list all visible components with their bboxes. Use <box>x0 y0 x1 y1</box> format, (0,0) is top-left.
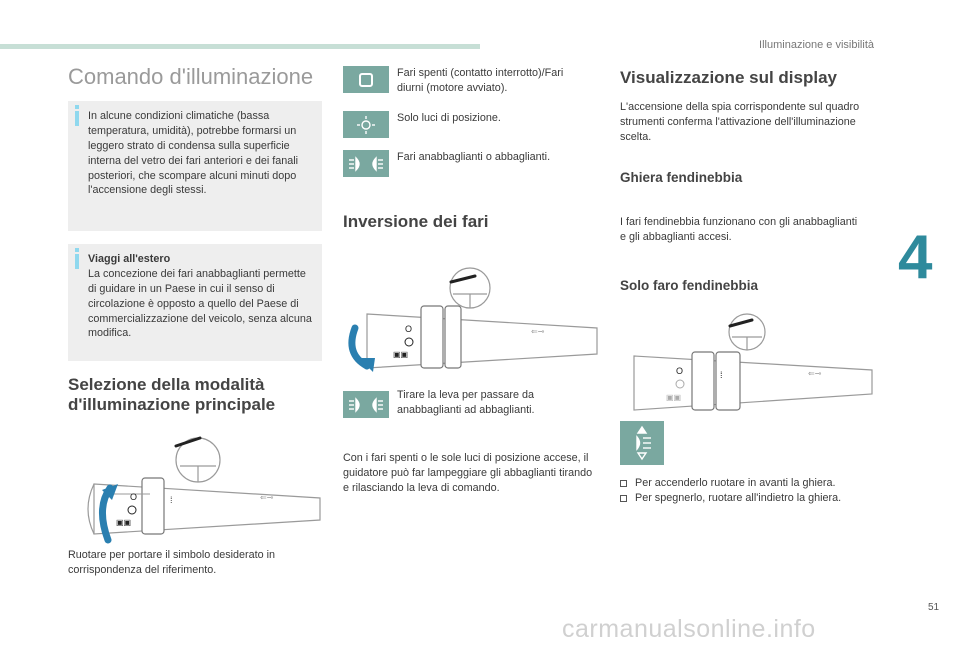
svg-text:⁞: ⁞ <box>720 370 723 380</box>
page-title: Comando d'illuminazione <box>68 64 314 89</box>
checkbox-icon <box>620 495 627 502</box>
list-item <box>620 491 870 506</box>
lighting-stalk-illustration <box>80 428 325 546</box>
info-icon <box>75 254 79 269</box>
headlights-icon <box>343 150 389 177</box>
info-box-condensation <box>68 101 322 231</box>
svg-text:▣▣: ▣▣ <box>116 518 132 527</box>
heading-fog-only: Solo faro fendinebbia <box>620 278 759 293</box>
svg-text:O: O <box>676 366 684 376</box>
info-title: Viaggi all'estero <box>88 253 171 265</box>
paragraph-flash: Con i fari spenti o le sole luci di posizione accese, il guidatore può far lampeggiare gli abbaglianti tirando e rilasciando la leva di comando. <box>343 452 593 494</box>
info-box-travel <box>68 244 322 361</box>
chapter-number: 4 <box>898 223 933 292</box>
fog-bullets <box>620 476 870 506</box>
svg-text:⇐⊸: ⇐⊸ <box>531 327 545 336</box>
info-text: La concezione dei fari anabbaglianti permette di guidare in un Paese in cui il senso di circolazione è opposto a quello del Paese di commercializzazione del veicolo, senza alcuna modifica. <box>88 267 312 340</box>
info-text: In alcune condizioni climatiche (bassa temperatura, umidità), potrebbe formarsi un leggero strato di condensa sulla superficie interna del vetro dei fari anteriori e dei fanali posteriori, che scompare alcuni minuti dopo l'accensione degli stessi. <box>88 110 299 197</box>
headlights-icon <box>343 391 389 418</box>
svg-text:▣▣: ▣▣ <box>393 350 409 359</box>
front-fog-lamp-icon <box>620 421 664 465</box>
symbol-text-position: Solo luci di posizione. <box>397 112 501 124</box>
fog-ring-illustration <box>622 310 874 416</box>
bullet-text: Per spegnerlo, ruotare all'indietro la ghiera. <box>635 491 842 504</box>
watermark: carmanualsonline.info <box>562 615 816 643</box>
symbol-text-flash: Tirare la leva per passare da anabbaglianti ad abbaglianti. <box>397 389 535 416</box>
info-icon <box>75 111 79 126</box>
svg-text:⇐⊸: ⇐⊸ <box>260 493 274 502</box>
svg-text:O: O <box>405 324 413 334</box>
stalk-pull-illustration <box>345 262 600 374</box>
svg-text:O: O <box>130 492 138 502</box>
symbol-text-off: Fari spenti (contatto interrotto)/Fari diurni (motore avviato). <box>397 67 564 94</box>
section-title: Illuminazione e visibilità <box>759 39 874 51</box>
svg-text:⁞: ⁞ <box>170 495 173 505</box>
bullet-text: Per accenderlo ruotare in avanti la ghiera. <box>635 477 836 489</box>
heading-main-selection: Selezione della modalità d'illuminazione principale <box>68 375 276 415</box>
page-number: 51 <box>928 602 940 613</box>
svg-text:⇐⊸: ⇐⊸ <box>808 369 822 378</box>
header-bar <box>0 44 480 49</box>
heading-display: Visualizzazione sul display <box>620 68 837 87</box>
display-intro: L'accensione della spia corrispondente sul quadro strumenti conferma l'attivazione dell'illuminazione scelta. <box>620 101 860 143</box>
heading-fog-ring: Ghiera fendinebbia <box>620 170 743 185</box>
symbol-text-headlights: Fari anabbaglianti o abbaglianti. <box>397 151 551 163</box>
list-item <box>620 476 870 491</box>
position-lights-icon <box>343 111 389 138</box>
fog-ring-text: I fari fendinebbia funzionano con gli anabbaglianti e gli abbaglianti accesi. <box>620 216 858 243</box>
heading-headlight-flash: Inversione dei fari <box>343 212 489 231</box>
caption-rotate: Ruotare per portare il simbolo desiderato in corrispondenza del riferimento. <box>68 549 276 576</box>
checkbox-icon <box>620 480 627 487</box>
zero-lights-off-icon <box>343 66 389 93</box>
svg-text:▣▣: ▣▣ <box>666 393 682 402</box>
